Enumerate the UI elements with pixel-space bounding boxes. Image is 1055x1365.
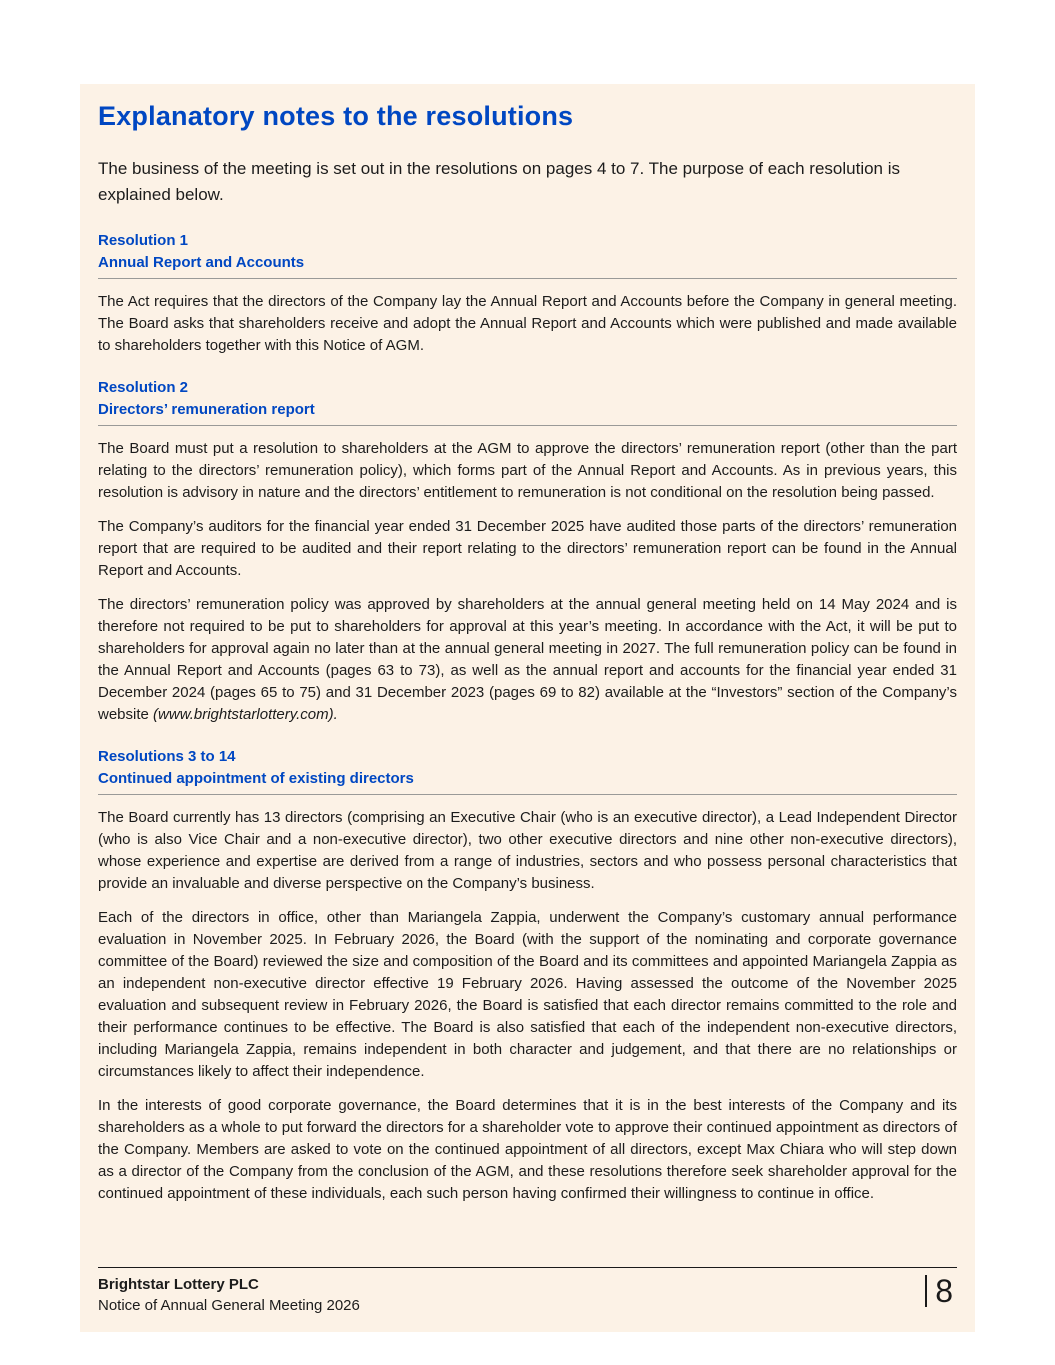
section-heading-subject: Continued appointment of existing directors (98, 770, 414, 787)
paragraph: Each of the directors in office, other than Mariangela Zappia, underwent the Company’s customary annual performance evaluation in November 2025. In February 2026, the Board (with the support of the nominating and corporate governance committee of the Board) reviewed the size and composition of the Board and its committees and appointed Mariangela Zappia as an independent non-executive director effective 19 February 2026. Having assessed the outcome of the November 2025 evaluation and subsequent review in February 2026, the Board is satisfied that each director remains committed to the role and their performance continues to be effective. The Board is also satisfied that each of the independent non-executive directors, including Mariangela Zappia, remains independent in both character and judgement, and that there are no relationships or circumstances likely to affect their independence. (98, 909, 957, 1080)
paragraph: In the interests of good corporate governance, the Board determines that it is in the best interests of the Company and its shareholders as a whole to put forward the directors for a shareholder vote to approve their continued appointment as directors of the Company. Members are asked to vote on the continued appointment of all directors, except Max Chiara who will step down as a director of the Company from the conclusion of the AGM, and these resolutions therefore seek shareholder approval for the continued appointment of these individuals, each such person having confirmed their willingness to continue in office. (98, 1097, 957, 1202)
section-resolution-2 (98, 377, 957, 726)
footer-document-title: Notice of Annual General Meeting 2026 (98, 1297, 360, 1314)
section-resolutions-3-to-14 (98, 746, 957, 1205)
paragraph: The Board currently has 13 directors (comprising an Executive Chair (who is an executive director), a Lead Independent Director (who is also Vice Chair and a non-executive director), two other executive directors and nine other non-executive directors), whose experience and expertise are derived from a range of industries, sectors and who possess personal characteristics that provide an invaluable and diverse perspective on the Company’s business. (98, 809, 957, 892)
paragraph: The Board must put a resolution to shareholders at the AGM to approve the directors’ remuneration report (other than the part relating to the directors’ remuneration policy), which forms part of the Annual Report and Accounts. As in previous years, this resolution is advisory in nature and the directors’ entitlement to remuneration is not conditional on the resolution being passed. (98, 440, 957, 501)
website-reference: (www.brightstarlottery.com). (153, 706, 338, 723)
section-resolution-1 (98, 230, 957, 357)
heading-rule (98, 425, 957, 426)
page-title: Explanatory notes to the resolutions (98, 101, 574, 131)
page-footer (98, 1267, 957, 1316)
section-heading-number: Resolutions 3 to 14 (98, 748, 236, 765)
section-heading-number: Resolution 1 (98, 232, 189, 249)
heading-rule (98, 278, 957, 279)
paragraph: The Company’s auditors for the financial year ended 31 December 2025 have audited those parts of the directors’ remuneration report that are required to be audited and their report relating to the directors’ remuneration report can be found in the Annual Report and Accounts. (98, 518, 957, 579)
section-heading-subject: Directors’ remuneration report (98, 401, 315, 418)
section-heading-subject: Annual Report and Accounts (98, 254, 305, 271)
footer-text-block (98, 1274, 360, 1316)
page-number-block (925, 1274, 957, 1308)
intro-text: The business of the meeting is set out in the resolutions on pages 4 to 7. The purpose of each resolution is explained below. (98, 159, 901, 204)
paragraph-text: The directors’ remuneration policy was approved by shareholders at the annual general meeting held on 14 May 2024 and is therefore not required to be put to shareholders for approval at this year’s meeting. In accordance with the Act, it will be put to shareholders for approval again no later than at the annual general meeting in 2027. The full remuneration policy can be found in the Annual Report and Accounts (pages 63 to 73), as well as the annual report and accounts for the financial year ended 31 December 2024 (pages 65 to 75) and 31 December 2023 (pages 69 to 82) available at the “Investors” section of the Company’s website (98, 596, 957, 723)
paragraph (98, 594, 957, 726)
page-number-divider (925, 1275, 927, 1307)
content-panel (80, 84, 975, 1332)
page-number: 8 (935, 1273, 953, 1309)
paragraph: The Act requires that the directors of the Company lay the Annual Report and Accounts before the Company in general meeting. The Board asks that shareholders receive and adopt the Annual Report and Accounts which were published and made available to shareholders together with this Notice of AGM. (98, 293, 957, 354)
heading-rule (98, 794, 957, 795)
footer-company-name: Brightstar Lottery PLC (98, 1276, 259, 1293)
section-heading-number: Resolution 2 (98, 379, 189, 396)
